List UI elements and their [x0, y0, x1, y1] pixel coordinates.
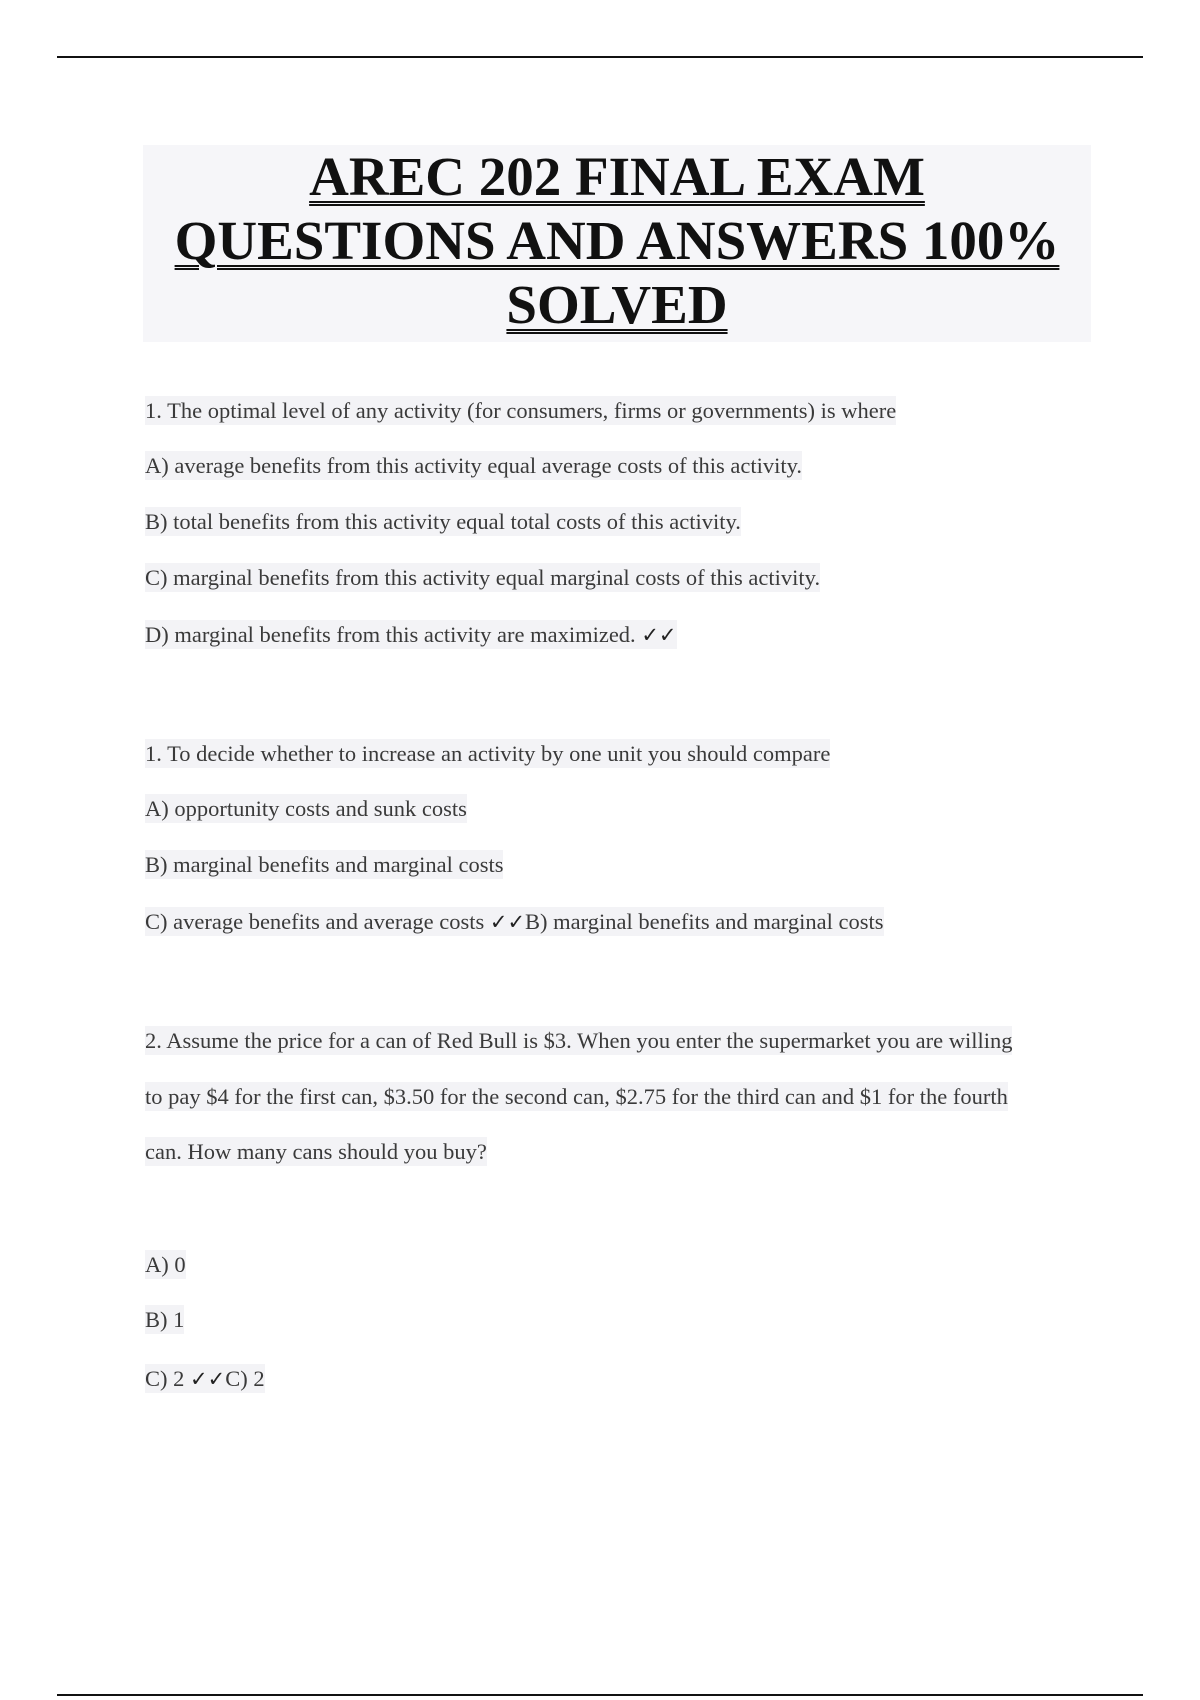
answer-check-icon: ✓✓ [641, 623, 677, 647]
question-2-option-a: A) opportunity costs and sunk costs [145, 796, 467, 821]
answer-check-icon: ✓✓ [489, 910, 526, 934]
question-1-option-a: A) average benefits from this activity equal average costs of this activity. [145, 453, 803, 478]
question-1-option-c: C) marginal benefits from this activity equal marginal costs of this activity. [145, 565, 821, 590]
document-title-block [143, 145, 1091, 342]
question-2-answer: B) marginal benefits and marginal costs [525, 909, 884, 934]
document-title-line-1: AREC 202 FINAL EXAM [309, 146, 925, 207]
question-3-text-line-1: 2. Assume the price for a can of Red Bull is $3. When you enter the supermarket you are willing [145, 1028, 1013, 1053]
document-title-line-2: QUESTIONS AND ANSWERS 100% [174, 210, 1060, 271]
question-2-option-c-with-answer: C) average benefits and average costs ✓✓B) marginal benefits and marginal costs [145, 909, 884, 934]
answer-check-icon: ✓✓ [190, 1367, 226, 1391]
bottom-rule [57, 1694, 1143, 1696]
top-rule [57, 56, 1143, 58]
question-1-option-d: D) marginal benefits from this activity are maximized. ✓✓ [145, 622, 677, 647]
question-3-option-b: B) 1 [145, 1307, 185, 1332]
document-title-line-3: SOLVED [506, 274, 728, 335]
question-1-text: 1. The optimal level of any activity (for consumers, firms or governments) is where [145, 398, 897, 423]
question-2-option-b: B) marginal benefits and marginal costs [145, 852, 504, 877]
question-3-option-a: A) 0 [145, 1252, 186, 1277]
question-3-option-c-with-answer: C) 2 ✓✓C) 2 [145, 1366, 265, 1391]
question-1-option-b: B) total benefits from this activity equal total costs of this activity. [145, 509, 741, 534]
question-3-text-line-2: to pay $4 for the first can, $3.50 for the second can, $2.75 for the third can and $1 for the fourth [145, 1084, 1008, 1109]
question-2-text: 1. To decide whether to increase an activity by one unit you should compare [145, 741, 831, 766]
question-3-text-line-3: can. How many cans should you buy? [145, 1139, 487, 1164]
question-3-answer: C) 2 [225, 1366, 265, 1391]
